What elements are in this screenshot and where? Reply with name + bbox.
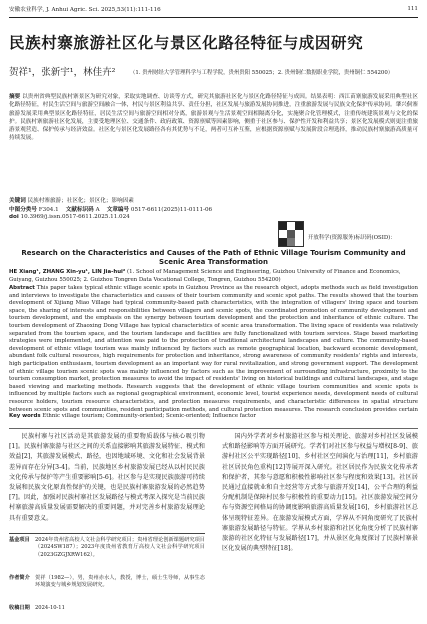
article-number-value: 0517-6611(2025)11-0111-06 xyxy=(130,207,213,213)
abstract-en xyxy=(9,285,418,413)
author-affiliation: （1. 贵州财经大学管理科学与工程学院，贵州贵阳 550025；2. 贵州铜仁数据职业学院，贵州铜仁 554200） xyxy=(130,70,394,76)
clc-value: F304.1 xyxy=(38,207,59,213)
english-title: Research on the Characteristics and Causes of the Path of Ethnic Village Tourism Community and Scenic Area Transformation xyxy=(21,249,406,266)
header-rule xyxy=(9,17,418,18)
keywords-cn xyxy=(9,196,134,204)
paper-title: 民族村寨旅游社区化与景区化路径特征与成因研究 xyxy=(9,34,364,52)
keywords-cn-text: 民族村寨旅游；社区化；景区化；影响因素 xyxy=(27,198,134,204)
doc-code-label: 文献标识码 xyxy=(65,207,94,213)
clc-label: 中图分类号 xyxy=(9,207,37,213)
doi-line xyxy=(9,214,130,220)
footnote-rule xyxy=(9,533,205,534)
section-divider xyxy=(9,428,418,429)
page-number: 111 xyxy=(407,6,418,12)
open-science-label: 开放科学(资源服务)标识码(OSID)： xyxy=(308,235,396,241)
footnote-funding xyxy=(9,537,205,559)
keywords-en-text: Ethnic village tourism; Community-oriented; Scenic-oriented; Influence factor xyxy=(42,413,256,419)
footnote-author-bio xyxy=(9,575,205,590)
footnote-funding-label: 基金项目 xyxy=(9,537,30,543)
body-left-column: 民族村寨与社区活动是其旅游发展的重要物质载体与核心吸引物[1]。民族村寨旅游与社区之间的关系直接影响其旅游发展特征、模式和效益[2]，其旅游发展模式、路径，也因地域环境、文化和社会发展背景差异而存在分异[3-4]。当前，民族地区乡村旅游发展已经从以村民民族文化传承与保护等产生重要影响[5-6]。社区参与是实现民族旅游可持续发展和民族文化原真性保护的关键，也是民族村寨旅游发展的必然趋势[7]。因此，加强对民族村寨社区发展路径与模式考深入探究是当前民族村寨旅游高质量发展需要解决的重要问题，并对完善乡村旅游发展理论具有重要意义。 xyxy=(9,433,205,522)
abstract-en-label: Abstract xyxy=(9,285,35,291)
article-number-label: 文章编号 xyxy=(106,207,130,213)
footnote-received-text: 2024-10-11 xyxy=(35,605,65,611)
osid-qr-code-icon[interactable] xyxy=(278,221,304,247)
author-names: 贺祥¹，张新宇¹，林佳卉² xyxy=(9,67,116,78)
keywords-en-label: Key words xyxy=(9,413,41,419)
footnote-author-bio-text: 贺祥（1982—），男，贵州赤水人，教授，博士，硕士生导师，从事生态环境演变与城乡规划发展研究。 xyxy=(35,575,205,589)
abstract-cn-text: 以贵州省典型民族村寨景区为研究对象，采取实地调查、访谈等方式，研究其旅游社区化与景区化路径特征与成因。结果表明：西江苗寨旅游发展采用典型社区化路径特征，村民生活空间与旅游空间融合一体，村民与景区利益共享、责任分担，社区发展与旅游发展协同推进，注重旅游发展与民族文化保护传承协同。肇兴侗寨旅游发展采用典型景区化路径特征，居民生活空间与旅游空间相对分离，旅游景观与生活景观空间相隔离分化，实施聚合化管理模式，注重传统建筑景观与文化的保护。民族村寨旅游社区化发展，主要受地理区位、交通条件、政府政策、资源禀赋等因素影响，侧重于社区参与、保护性开发和利益共享；景区化发展模式则更注重旅游景观营造、保护传承与经济效益。社区化与景区化发展路径各有其优势与不足，两者可互补互鉴，应根据资源禀赋与发展阶段合理选择，推动民族村寨旅游高质量可持续发展。 xyxy=(9,94,418,142)
keywords-cn-label: 关键词 xyxy=(9,198,26,204)
body-right-column: 国内外学者对乡村旅游社区参与相关理论、旅游对乡村社区发展模式和路径影响等方面开展研究。学者们对社区参与权益与增权[8-9]、旅游村社区公平实现路径[10]、乡村社区空间演化与治理[11]，乡村旅游社区居民角色重构[12]等展开深入研究。社区居民作为民族文化传承者和保护者，其参与意愿和积极性影响社区参与程度和效果[13]。社区居民通过直接就业和自主经营等方式参与旅游开发[14]，公平合理的利益分配机制是保障村民参与积极性的重要动力[15]。社区旅游发展空间分布与资源空间格局的协调度影响旅游高质量发展[16]，乡村旅游社区总体呈现特征差异。在旅游发展模式方面，学界从不同角度研究了民族村寨旅游发展路径与特征。学界从乡村旅游和社区化角度分析了民族村寨旅游的社区化特征与发展路径[17]，并从景区化角度探讨了民族村寨景区化发展的典型特征[18]。 xyxy=(222,433,418,553)
abstract-cn xyxy=(9,93,418,193)
footnote-received-date xyxy=(9,605,205,612)
english-authors: HE Xiang¹, ZHANG Xin-yu¹, LIN Jia-hui² xyxy=(9,269,126,275)
keywords-en xyxy=(9,413,418,421)
english-affiliation: (1. School of Management Science and Engineering, Guizhou University of Finance and Economics, Guiyang, Guizhou 550025; 2. Guizhou Tongren Data Vocational College, Tongren, Guizhou 554200) xyxy=(9,269,401,283)
doi-label: doi xyxy=(9,214,19,220)
doi-value[interactable]: 10.3969/j.issn.0517-6611.2025.11.024 xyxy=(20,214,130,220)
footnote-author-bio-label: 作者简介 xyxy=(9,575,30,581)
running-header xyxy=(9,3,418,15)
classification-line xyxy=(9,205,212,213)
footnote-received-label: 收稿日期 xyxy=(9,605,30,611)
doc-code-value: A xyxy=(95,207,100,213)
abstract-cn-label: 摘要 xyxy=(9,94,21,100)
journal-citation: 安徽农业科学, J. Anhui Agric. Sci. 2025,53(11):111-116 xyxy=(9,7,161,13)
english-authors-block xyxy=(9,269,418,284)
footnote-funding-text: 2024年贵州省高校人文社会科学研究项目；贵州省理论创新课题研究项目（2024SW187）；2023年度贵州省教育厅高校人文社会科学研究项目（2023GZGJXRW162）。 xyxy=(35,537,205,558)
abstract-en-text: This paper takes typical ethnic village scenic spots in Guizhou Province as the research object, adopts methods such as field investigation and interviews to investigate the characteristics and causes of their tourism community and scenic spot paths. The results showed that the tourism development of Xijiang Miao Village had typical community-based path characteristics, with the integration of villagers' living space and tourism space, the sharing of interests and responsibilities between villagers and scenic spots, the coordinated promotion of community development and tourism development, and the emphasis on the synergy between tourism development and the protection and inheritance of ethnic culture. The tourism development of Zhaoxing Dong Village has typical characteristics of scenic area transformation. The living space of residents was relatively separated from the tourism space, and the tourism landscape and facilities are fully functionalized with tourism services. Stage based marketing strategies were implemented, and attention was paid to the protection of traditional architectural landscapes and culture. The community-based development of ethnic village tourism was mainly influenced by factors such as remote geographical location, backward economic development, abundant folk cultural resources, high requirements for protection and inheritance, strong awareness of community residents' rights and interests, high participation enthusiasm, tourism development as an important way for rural revitalization, and strong government support. The development of ethnic village tourism scenic spots was mainly influenced by factors such as the improvement of surrounding infrastructure, proximity to the tourism consumption market, protection measures to avoid the impact of residents' living on historical buildings and cultural landscapes, and stage based viewing and marketing methods. Research suggests that the development of ethnic village tourism communities and scenic spots is influenced by multiple factors such as regional geographical environment, economic level, tourist experience needs, development needs of cultural resource holders, tourism resource characteristics, and protection measures requirements, and characteristic differences in spatial structure between scenic spots and communities, resident participation methods, and cultural protection measures. The research conclusion provides certain xyxy=(9,285,418,413)
